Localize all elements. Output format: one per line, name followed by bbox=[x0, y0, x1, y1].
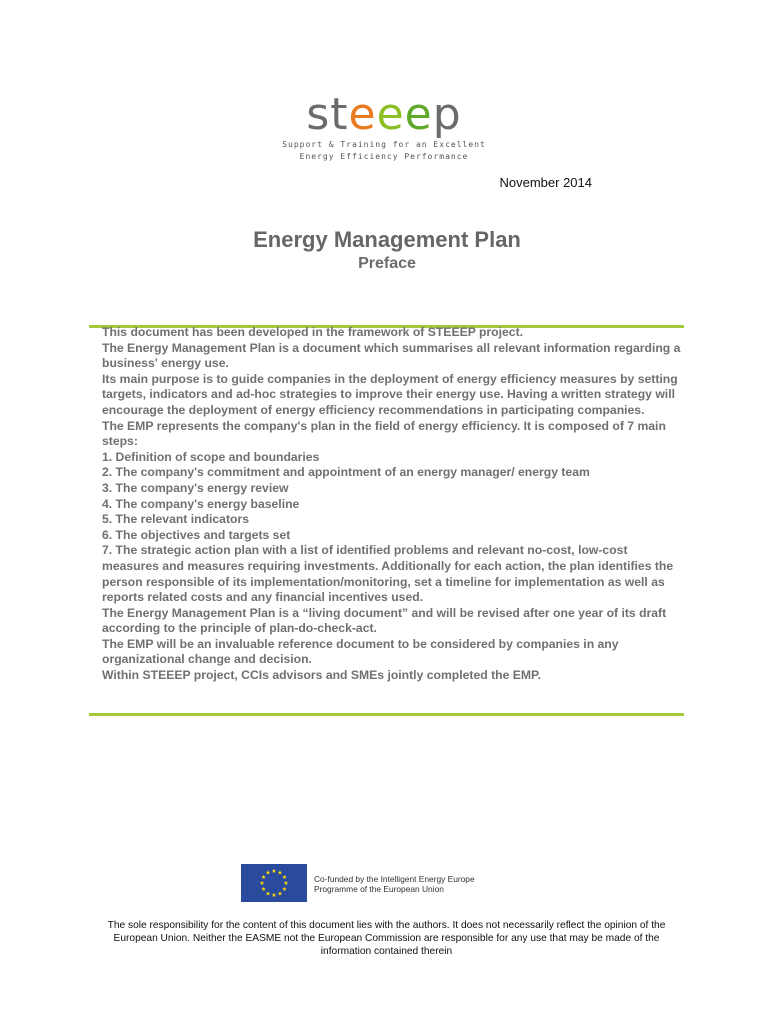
body-step-5: 5. The relevant indicators bbox=[102, 512, 249, 527]
eu-funding-block bbox=[241, 864, 501, 902]
logo-letter-e2: e bbox=[376, 89, 405, 140]
logo-letter-t: t bbox=[330, 89, 349, 140]
body-step-4: 4. The company's energy baseline bbox=[102, 496, 300, 511]
svg-text:★: ★ bbox=[271, 868, 277, 875]
logo-wordmark bbox=[0, 89, 768, 140]
body-step-3: 3. The company's energy review bbox=[102, 480, 289, 495]
logo-letter-p: p bbox=[432, 89, 462, 140]
body-step-1: 1. Definition of scope and boundaries bbox=[102, 449, 320, 464]
page-title: Energy Management Plan bbox=[253, 227, 521, 252]
svg-text:★: ★ bbox=[281, 874, 288, 881]
eu-caption-line-1: Co-funded by the Intelligent Energy Europe bbox=[314, 874, 475, 884]
body-line-definition: The Energy Management Plan is a document which summarises all relevant information regarding a business' energy use. bbox=[102, 340, 681, 371]
body-step-6: 6. The objectives and targets set bbox=[102, 527, 291, 542]
logo-tagline-1: Support & Training for an Excellent bbox=[282, 140, 486, 149]
svg-text:★: ★ bbox=[265, 890, 271, 898]
document-date: November 2014 bbox=[499, 175, 592, 190]
preface-body bbox=[102, 325, 682, 684]
body-line-reference: The EMP will be an invaluable reference document to be considered by companies in any organizational change and decision. bbox=[102, 636, 619, 667]
body-step-7: 7. The strategic action plan with a list of identified problems and relevant no-cost, low-cost measures and measures requiring investments. Additionally for each action, the plan identifies the person responsible of its implementation/monitoring, set a timeline for implementation as well as reports related costs and any financial incentives used. bbox=[102, 543, 674, 605]
svg-text:★: ★ bbox=[277, 869, 283, 877]
logo-letter-e3: e bbox=[404, 89, 433, 140]
logo-tagline-2: Energy Efficiency Performance bbox=[299, 152, 469, 161]
body-line-living-document: The Energy Management Plan is a “living document” and will be revised after one year of its draft according to the principle of plan-do-check-act. bbox=[102, 605, 667, 636]
body-line-purpose: Its main purpose is to guide companies in the deployment of energy efficiency measures by setting targets, indicators and ad-hoc strategies to improve their energy use. Having a written strategy will encourage the deployment of energy efficiency recommendations in participating companies. bbox=[102, 371, 678, 417]
logo-letter-e1: e bbox=[348, 89, 377, 140]
eu-caption-line-2: Programme of the European Union bbox=[314, 884, 444, 894]
svg-text:★: ★ bbox=[277, 890, 283, 898]
svg-text:★: ★ bbox=[265, 869, 271, 877]
steeep-logo bbox=[0, 89, 768, 162]
svg-text:★: ★ bbox=[259, 880, 265, 887]
svg-text:★: ★ bbox=[260, 886, 267, 893]
eu-flag-icon bbox=[241, 864, 307, 902]
body-line-completion: Within STEEEP project, CCIs advisors and SMEs jointly completed the EMP. bbox=[102, 668, 541, 683]
svg-text:★: ★ bbox=[271, 892, 277, 899]
footer-disclaimer: The sole responsibility for the content of this document lies with the authors. It does not necessarily reflect the opinion of the European Union. Neither the EASME not the European Commission are responsible for any use that may be made of the information contained therein bbox=[107, 920, 666, 957]
svg-text:★: ★ bbox=[281, 886, 288, 893]
svg-text:★: ★ bbox=[283, 880, 289, 887]
page-subtitle: Preface bbox=[358, 255, 416, 272]
body-line-intro: This document has been developed in the framework of STEEEP project. bbox=[102, 325, 524, 339]
eu-flag-stars bbox=[241, 864, 307, 902]
body-line-steps-intro: The EMP represents the company's plan in the field of energy efficiency. It is composed of 7 main steps: bbox=[102, 418, 666, 449]
logo-letter-s: s bbox=[306, 89, 331, 140]
bottom-divider bbox=[89, 713, 684, 716]
eu-caption bbox=[314, 874, 514, 894]
body-step-2: 2. The company's commitment and appointment of an energy manager/ energy team bbox=[102, 465, 590, 480]
svg-text:★: ★ bbox=[260, 874, 267, 881]
